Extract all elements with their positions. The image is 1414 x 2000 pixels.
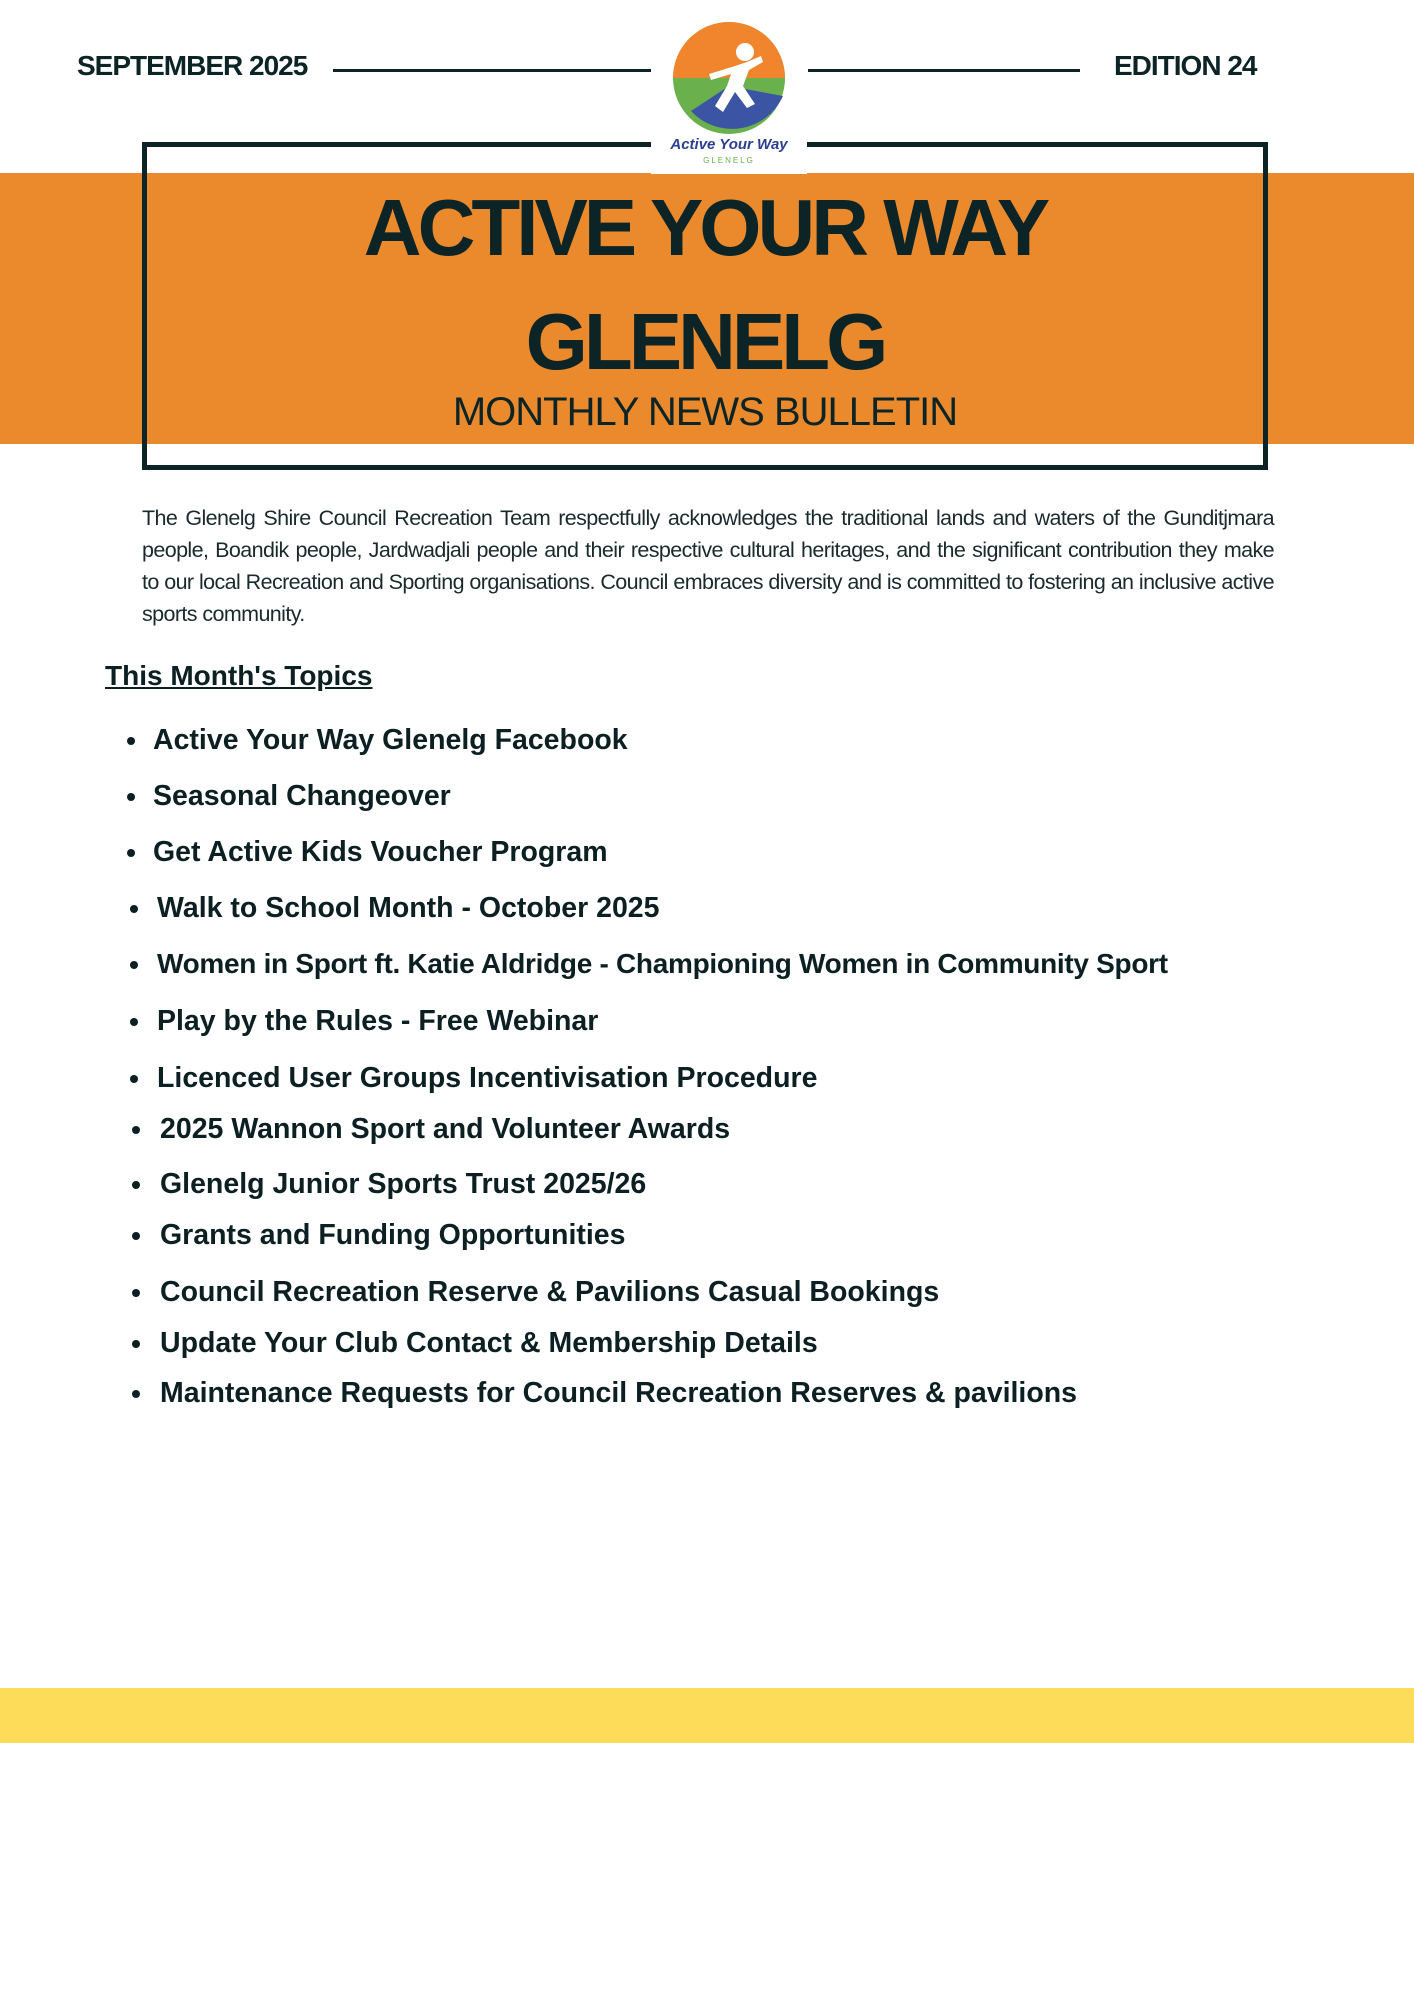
bullet-icon bbox=[127, 793, 135, 801]
bullet-icon bbox=[130, 1075, 138, 1083]
topics-heading: This Month's Topics bbox=[105, 660, 373, 691]
bullet-icon bbox=[132, 1340, 140, 1348]
bulletin-date: SEPTEMBER 2025 bbox=[77, 50, 308, 81]
topic-item: Maintenance Requests for Council Recreation Reserves & pavilions bbox=[160, 1377, 1078, 1409]
bullet-icon bbox=[127, 737, 135, 745]
logo-subtitle: GLENELG bbox=[703, 156, 755, 165]
topic-item: Licenced User Groups Incentivisation Procedure bbox=[157, 1062, 818, 1094]
bullet-icon bbox=[132, 1232, 140, 1240]
topic-item: Update Your Club Contact & Membership Details bbox=[160, 1327, 818, 1359]
page-subtitle: MONTHLY NEWS BULLETIN bbox=[452, 390, 958, 434]
topic-item: Women in Sport ft. Katie Aldridge - Championing Women in Community Sport bbox=[157, 948, 1168, 979]
header-divider-left bbox=[333, 69, 653, 72]
yellow-footer-band bbox=[0, 1688, 1414, 1743]
bullet-icon bbox=[127, 849, 135, 857]
bullet-icon bbox=[132, 1289, 140, 1297]
topic-item: Council Recreation Reserve & Pavilions Casual Bookings bbox=[160, 1276, 940, 1308]
header-divider-right bbox=[808, 69, 1080, 72]
bullet-icon bbox=[130, 961, 138, 969]
acknowledgement-of-country: The Glenelg Shire Council Recreation Team respectfully acknowledges the traditional lands and waters of the Gunditjmara people, Boandik people, Jardwadjali people and their respective cultural heritages, and the significant contribution they make to our local Recreation and Sporting organisations. Council embraces diversity and is committed to fostering an inclusive active sports community. bbox=[142, 506, 1274, 626]
active-your-way-logo bbox=[651, 16, 807, 174]
topic-item: Play by the Rules - Free Webinar bbox=[157, 1005, 599, 1037]
bullet-icon bbox=[132, 1390, 140, 1398]
logo-name: Active Your Way bbox=[670, 136, 788, 153]
topic-item: Walk to School Month - October 2025 bbox=[157, 892, 660, 924]
topic-item: Grants and Funding Opportunities bbox=[160, 1219, 626, 1251]
bullet-icon bbox=[130, 905, 138, 913]
logo-icon bbox=[651, 16, 807, 136]
bullet-icon bbox=[132, 1126, 140, 1134]
bullet-icon bbox=[130, 1018, 138, 1026]
topic-item: Glenelg Junior Sports Trust 2025/26 bbox=[160, 1168, 647, 1200]
topic-item: Seasonal Changeover bbox=[153, 780, 451, 812]
topic-item: Active Your Way Glenelg Facebook bbox=[153, 724, 628, 756]
bullet-icon bbox=[132, 1181, 140, 1189]
edition-number: EDITION 24 bbox=[1114, 50, 1257, 81]
topic-item: Get Active Kids Voucher Program bbox=[153, 836, 608, 868]
page-title-line2: GLENELG bbox=[525, 297, 885, 386]
topic-item: 2025 Wannon Sport and Volunteer Awards bbox=[160, 1113, 731, 1145]
page-title-line1: ACTIVE YOUR WAY bbox=[363, 183, 1047, 272]
